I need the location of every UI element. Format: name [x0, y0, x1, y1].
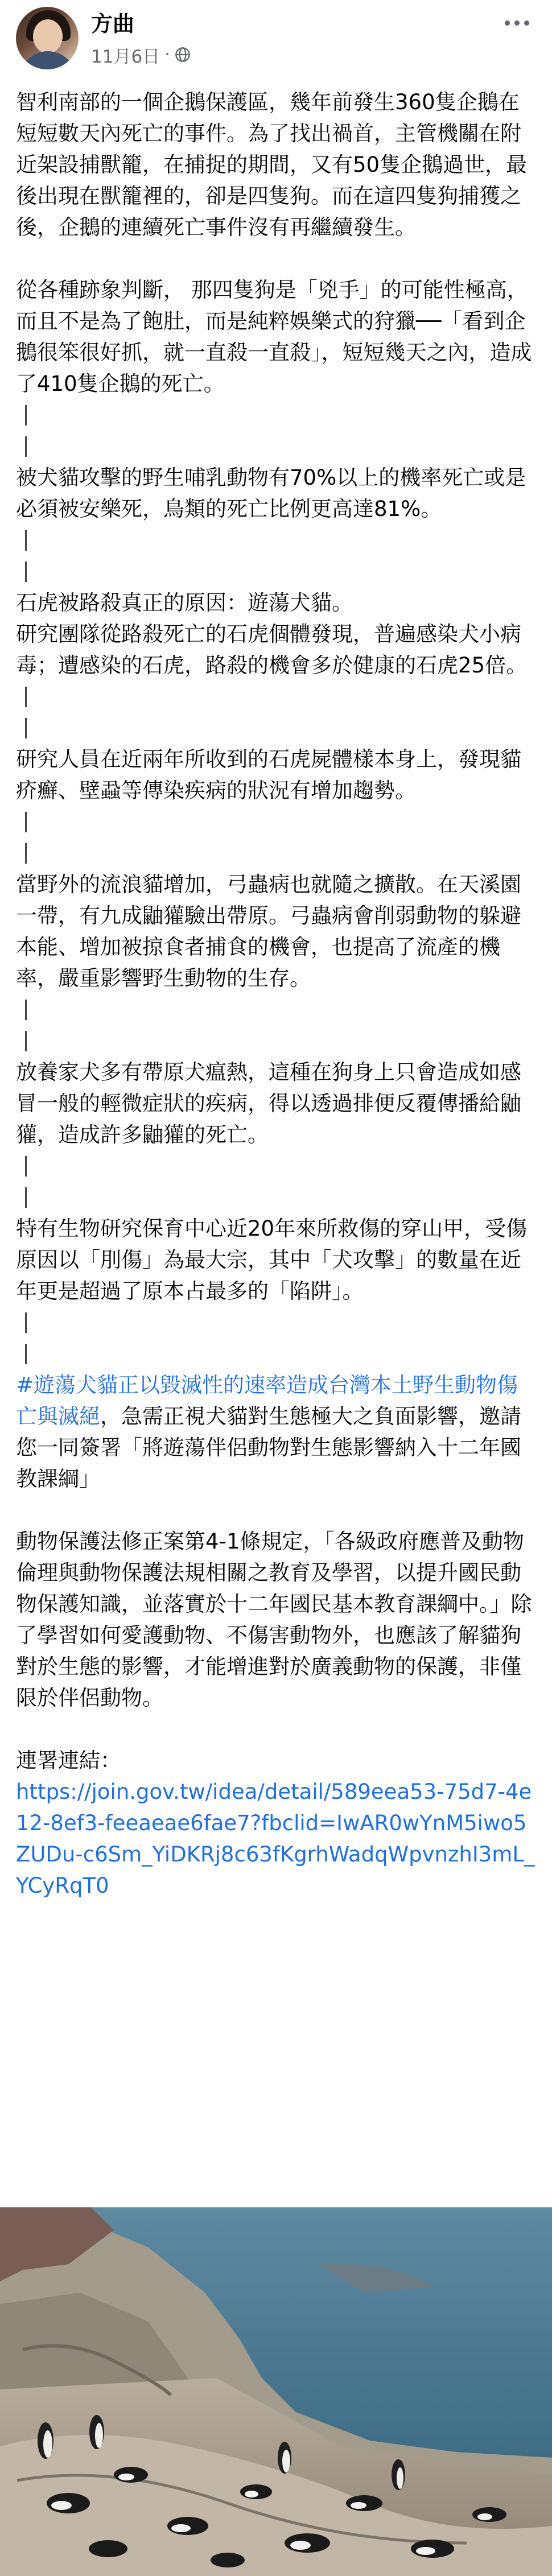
author-name[interactable]: 方曲	[91, 11, 135, 36]
divider-bar	[16, 525, 537, 556]
hashtag-link[interactable]: #遊蕩犬貓正以毀滅性的速率造成台灣本土野生動物傷亡與滅絕	[16, 1373, 518, 1429]
paragraph-leopard-cat-virus: 研究團隊從路殺死亡的石虎個體發現，普遍感染犬小病毒；遭感染的石虎，路殺的機會多於健康的石虎25倍。	[16, 622, 528, 678]
petition-call-text: ，急需正視犬貓對生態極大之負面影響，邀請您一同簽署「將遊蕩伴侶動物對生態影響納入十二年國教課綱」	[16, 1404, 521, 1491]
divider-bar	[16, 712, 537, 744]
paragraph-leopard-cat-title: 石虎被路殺真正的原因：遊蕩犬貓。	[16, 591, 353, 615]
divider-bar	[16, 431, 537, 462]
globe-icon[interactable]	[175, 47, 191, 63]
divider-bar	[16, 399, 537, 431]
post-header	[0, 0, 552, 77]
paragraph-mortality: 被犬貓攻擊的野生哺乳動物有70%以上的機率死亡或是必須被安樂死，鳥類的死亡比例更高達81%。	[16, 465, 526, 521]
avatar[interactable]	[16, 7, 79, 69]
penguin-colony-photo[interactable]	[0, 2207, 552, 2576]
divider-bar	[16, 1338, 537, 1369]
divider-bar	[16, 806, 537, 837]
more-options-icon[interactable]	[499, 11, 535, 34]
divider-bar	[16, 556, 537, 587]
paragraph-distemper: 放養家犬多有帶原犬瘟熱，這種在狗身上只會造成如感冒一般的輕微症狀的疾病，得以透過排便反覆傳播給鼬獾，造成許多鼬獾的死亡。	[16, 1060, 521, 1147]
penguin-photo-graphic	[0, 2207, 552, 2576]
paragraph-toxoplasmosis: 當野外的流浪貓增加，弓蟲病也就隨之擴散。在天溪園一帶，有九成鼬獾驗出帶原。弓蟲病會削弱動物的躲避本能、增加被掠食者捕食的機會，也提高了流產的機率，嚴重影響野生動物的生存。	[16, 872, 521, 990]
meta-separator: ·	[164, 44, 171, 65]
post-date[interactable]: 11月6日	[91, 46, 160, 67]
paragraph-petition-call	[16, 1369, 537, 1495]
divider-bar	[16, 1150, 537, 1182]
divider-bar	[16, 1025, 537, 1056]
petition-link[interactable]: https://join.gov.tw/idea/detail/589eea53-75d7-4e12-8ef3-feeaeae6fae7?fbclid=IwAR0wYnM5iwo5ZUDu-c6Sm_YiDKRj8c63fKgrhWadqWpvnzhI3mL_YCyRqT0	[16, 1780, 535, 1898]
divider-bar	[16, 1307, 537, 1338]
paragraph-dogs-hunting: 從各種跡象判斷， 那四隻狗是「兇手」的可能性極高，而且不是為了飽肚，而是純粹娛樂式的狩獵──「看到企鵝很笨很好抓，就一直殺一直殺」，短短幾天之內，造成了410隻企鵝的死亡。	[16, 278, 532, 396]
paragraph-pangolin: 特有生物研究保育中心近20年來所救傷的穿山甲，受傷原因以「刖傷」為最大宗，其中「犬攻擊」的數量在近年更是超過了原本占最多的「陷阱」。	[16, 1216, 528, 1303]
paragraph-penguin-incident: 智利南部的一個企鵝保護區，幾年前發生360隻企鵝在短短數天內死亡的事件。為了找出禍首，主管機關在附近架設捕獸籠，在捕捉的期間，又有50隻企鵝過世，最後出現在獸籠裡的，卻是四隻狗。而在這四隻狗捕獲之後，企鵝的連續死亡事件沒有再繼續發生。	[16, 90, 528, 240]
post-meta	[91, 43, 191, 66]
post-body	[16, 86, 537, 1901]
divider-bar	[16, 837, 537, 869]
divider-bar	[16, 681, 537, 712]
petition-link-label: 連署連結：	[16, 1748, 121, 1773]
divider-bar	[16, 1182, 537, 1213]
divider-bar	[16, 994, 537, 1025]
paragraph-disease-trend: 研究人員在近兩年所收到的石虎屍體樣本身上，發現貓疥癬、壁蝨等傳染疾病的狀況有增加趨勢。	[16, 747, 521, 803]
paragraph-law-article: 動物保護法修正案第4-1條規定，「各級政府應普及動物倫理與動物保護法規相關之教育及學習，以提升國民動物保護知識，並落實於十二年國民基本教育課綱中。」除了學習如何愛護動物、不傷害動物外，也應該了解貓狗對於生態的影響，才能增進對於廣義動物的保護，非僅限於伴侶動物。	[16, 1529, 532, 1710]
